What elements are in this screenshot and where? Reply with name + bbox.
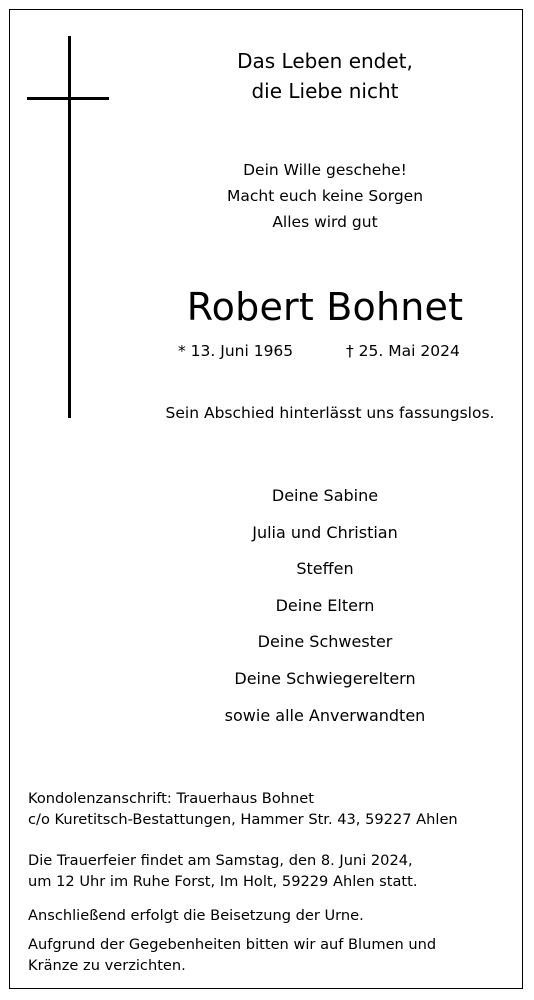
- mourner-entry: Julia und Christian: [252, 522, 398, 542]
- quote-line: die Liebe nicht: [251, 79, 399, 103]
- ceremony-line: um 12 Uhr im Ruhe Forst, Im Holt, 59229 Ahlen statt.: [28, 873, 418, 890]
- mourner-entry: Steffen: [296, 559, 354, 579]
- mourner-entry: sowie alle Anverwandten: [224, 705, 426, 725]
- ceremony-line: Die Trauerfeier findet am Samstag, den 8. Juni 2024,: [28, 852, 413, 869]
- request-line: Kränze zu verzichten.: [28, 957, 186, 974]
- grief-statement: Sein Abschied hinterlässt uns fassungslos.: [165, 404, 495, 422]
- mourners-list: [150, 483, 500, 739]
- birth-date: * 13. Juni 1965: [178, 342, 294, 360]
- verse: [150, 157, 500, 235]
- mourner-entry: Deine Schwester: [257, 632, 393, 652]
- cross-horizontal-bar: [27, 97, 109, 100]
- cross-vertical-bar: [68, 36, 71, 418]
- condolence-address: [28, 788, 514, 830]
- deceased-name: Robert Bohnet: [186, 285, 464, 329]
- mourner-entry: Deine Schwiegereltern: [234, 668, 416, 688]
- burial-info: Anschließend erfolgt die Beisetzung der Urne.: [28, 907, 364, 924]
- verse-line: Alles wird gut: [272, 213, 378, 231]
- verse-line: Macht euch keine Sorgen: [226, 187, 424, 205]
- condolence-line: Kondolenzanschrift: Trauerhaus Bohnet: [28, 790, 314, 807]
- death-date: † 25. Mai 2024: [346, 342, 460, 360]
- mourner-entry: Deine Eltern: [275, 595, 375, 615]
- ceremony-info: [28, 850, 514, 892]
- verse-line: Dein Wille geschehe!: [243, 161, 407, 179]
- opening-quote: [150, 46, 500, 106]
- condolence-line: c/o Kuretitsch-Bestattungen, Hammer Str. 43, 59227 Ahlen: [28, 811, 458, 828]
- request-line: Aufgrund der Gegebenheiten bitten wir auf Blumen und: [28, 936, 437, 953]
- quote-line: Das Leben endet,: [237, 49, 413, 73]
- mourner-entry: Deine Sabine: [271, 486, 379, 505]
- flowers-request: [28, 934, 514, 976]
